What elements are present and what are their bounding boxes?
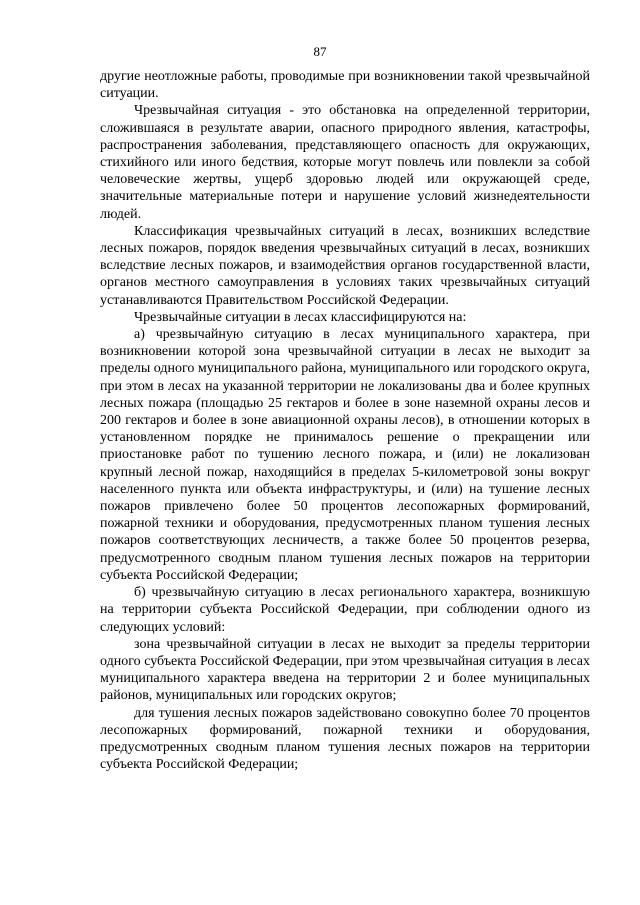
paragraph: а) чрезвычайную ситуацию в лесах муниципального характера, при возникновении которой зона чрезвычайной ситуации в лесах не выходит за пределы одного муниципального района, муниципального или городского округа, при этом в лесах на указанной территории не локализованы два и более крупных лесных пожара (площадью 25 гектаров и более в зоне наземной охраны лесов и 200 гектаров и более в зоне авиационной охраны лесов), в отношении которых в установленном порядке не принималось решение о прекращении или приостановке работ по тушению лесного пожара, и (или) не локализован крупный лесной пожар, находящийся в пределах 5-километровой зоны вокруг населенного пункта или объекта инфраструктуры, и (или) на тушение лесных пожаров привлечено более 50 процентов лесопожарных формирований, пожарной техники и оборудования, предусмотренных планом тушения лесных пожаров соответствующих лесничеств, а также более 50 процентов резерва, предусмотренного сводным планом тушения лесных пожаров на территории субъекта Российской Федерации; xyxy=(100,327,590,583)
page-number: 87 xyxy=(313,44,327,59)
paragraph: другие неотложные работы, проводимые при возникновении такой чрезвычайной ситуации. xyxy=(100,69,590,102)
paragraph: Чрезвычайные ситуации в лесах классифицируются на: xyxy=(134,309,467,325)
body-text xyxy=(100,68,590,773)
paragraph: б) чрезвычайную ситуацию в лесах регионального характера, возникшую на территории субъекта Российской Федерации, при соблюдении одного из следующих условий: xyxy=(100,585,590,635)
paragraph: зона чрезвычайной ситуации в лесах не выходит за пределы территории одного субъекта Российской Федерации, при этом чрезвычайная ситуация в лесах муниципального характера введена на территории 2 и более муниципальных районов, муниципальных или городских округов; xyxy=(100,636,590,704)
paragraph: для тушения лесных пожаров задействовано совокупно более 70 процентов лесопожарных формирований, пожарной техники и оборудования, предусмотренных сводным планом тушения лесных пожаров на территории субъекта Российской Федерации; xyxy=(100,705,590,773)
paragraph: Чрезвычайная ситуация - это обстановка на определенной территории, сложившаяся в результате аварии, опасного природного явления, катастрофы, распространения заболевания, представляющего опасность для окружающих, стихийного или иного бедствия, которые могут повлечь или повлекли за собой человеческие жертвы, ущерб здоровью людей или окружающей среде, значительные материальные потери и нарушение условий жизнедеятельности людей. xyxy=(100,103,590,222)
paragraph: Классификация чрезвычайных ситуаций в лесах, возникших вследствие лесных пожаров, порядок введения чрезвычайных ситуаций в лесах, возникших вследствие лесных пожаров, и взаимодействия органов государственной власти, органов местного самоуправления в условиях таких чрезвычайных ситуаций устанавливаются Правительством Российской Федерации. xyxy=(100,223,590,308)
